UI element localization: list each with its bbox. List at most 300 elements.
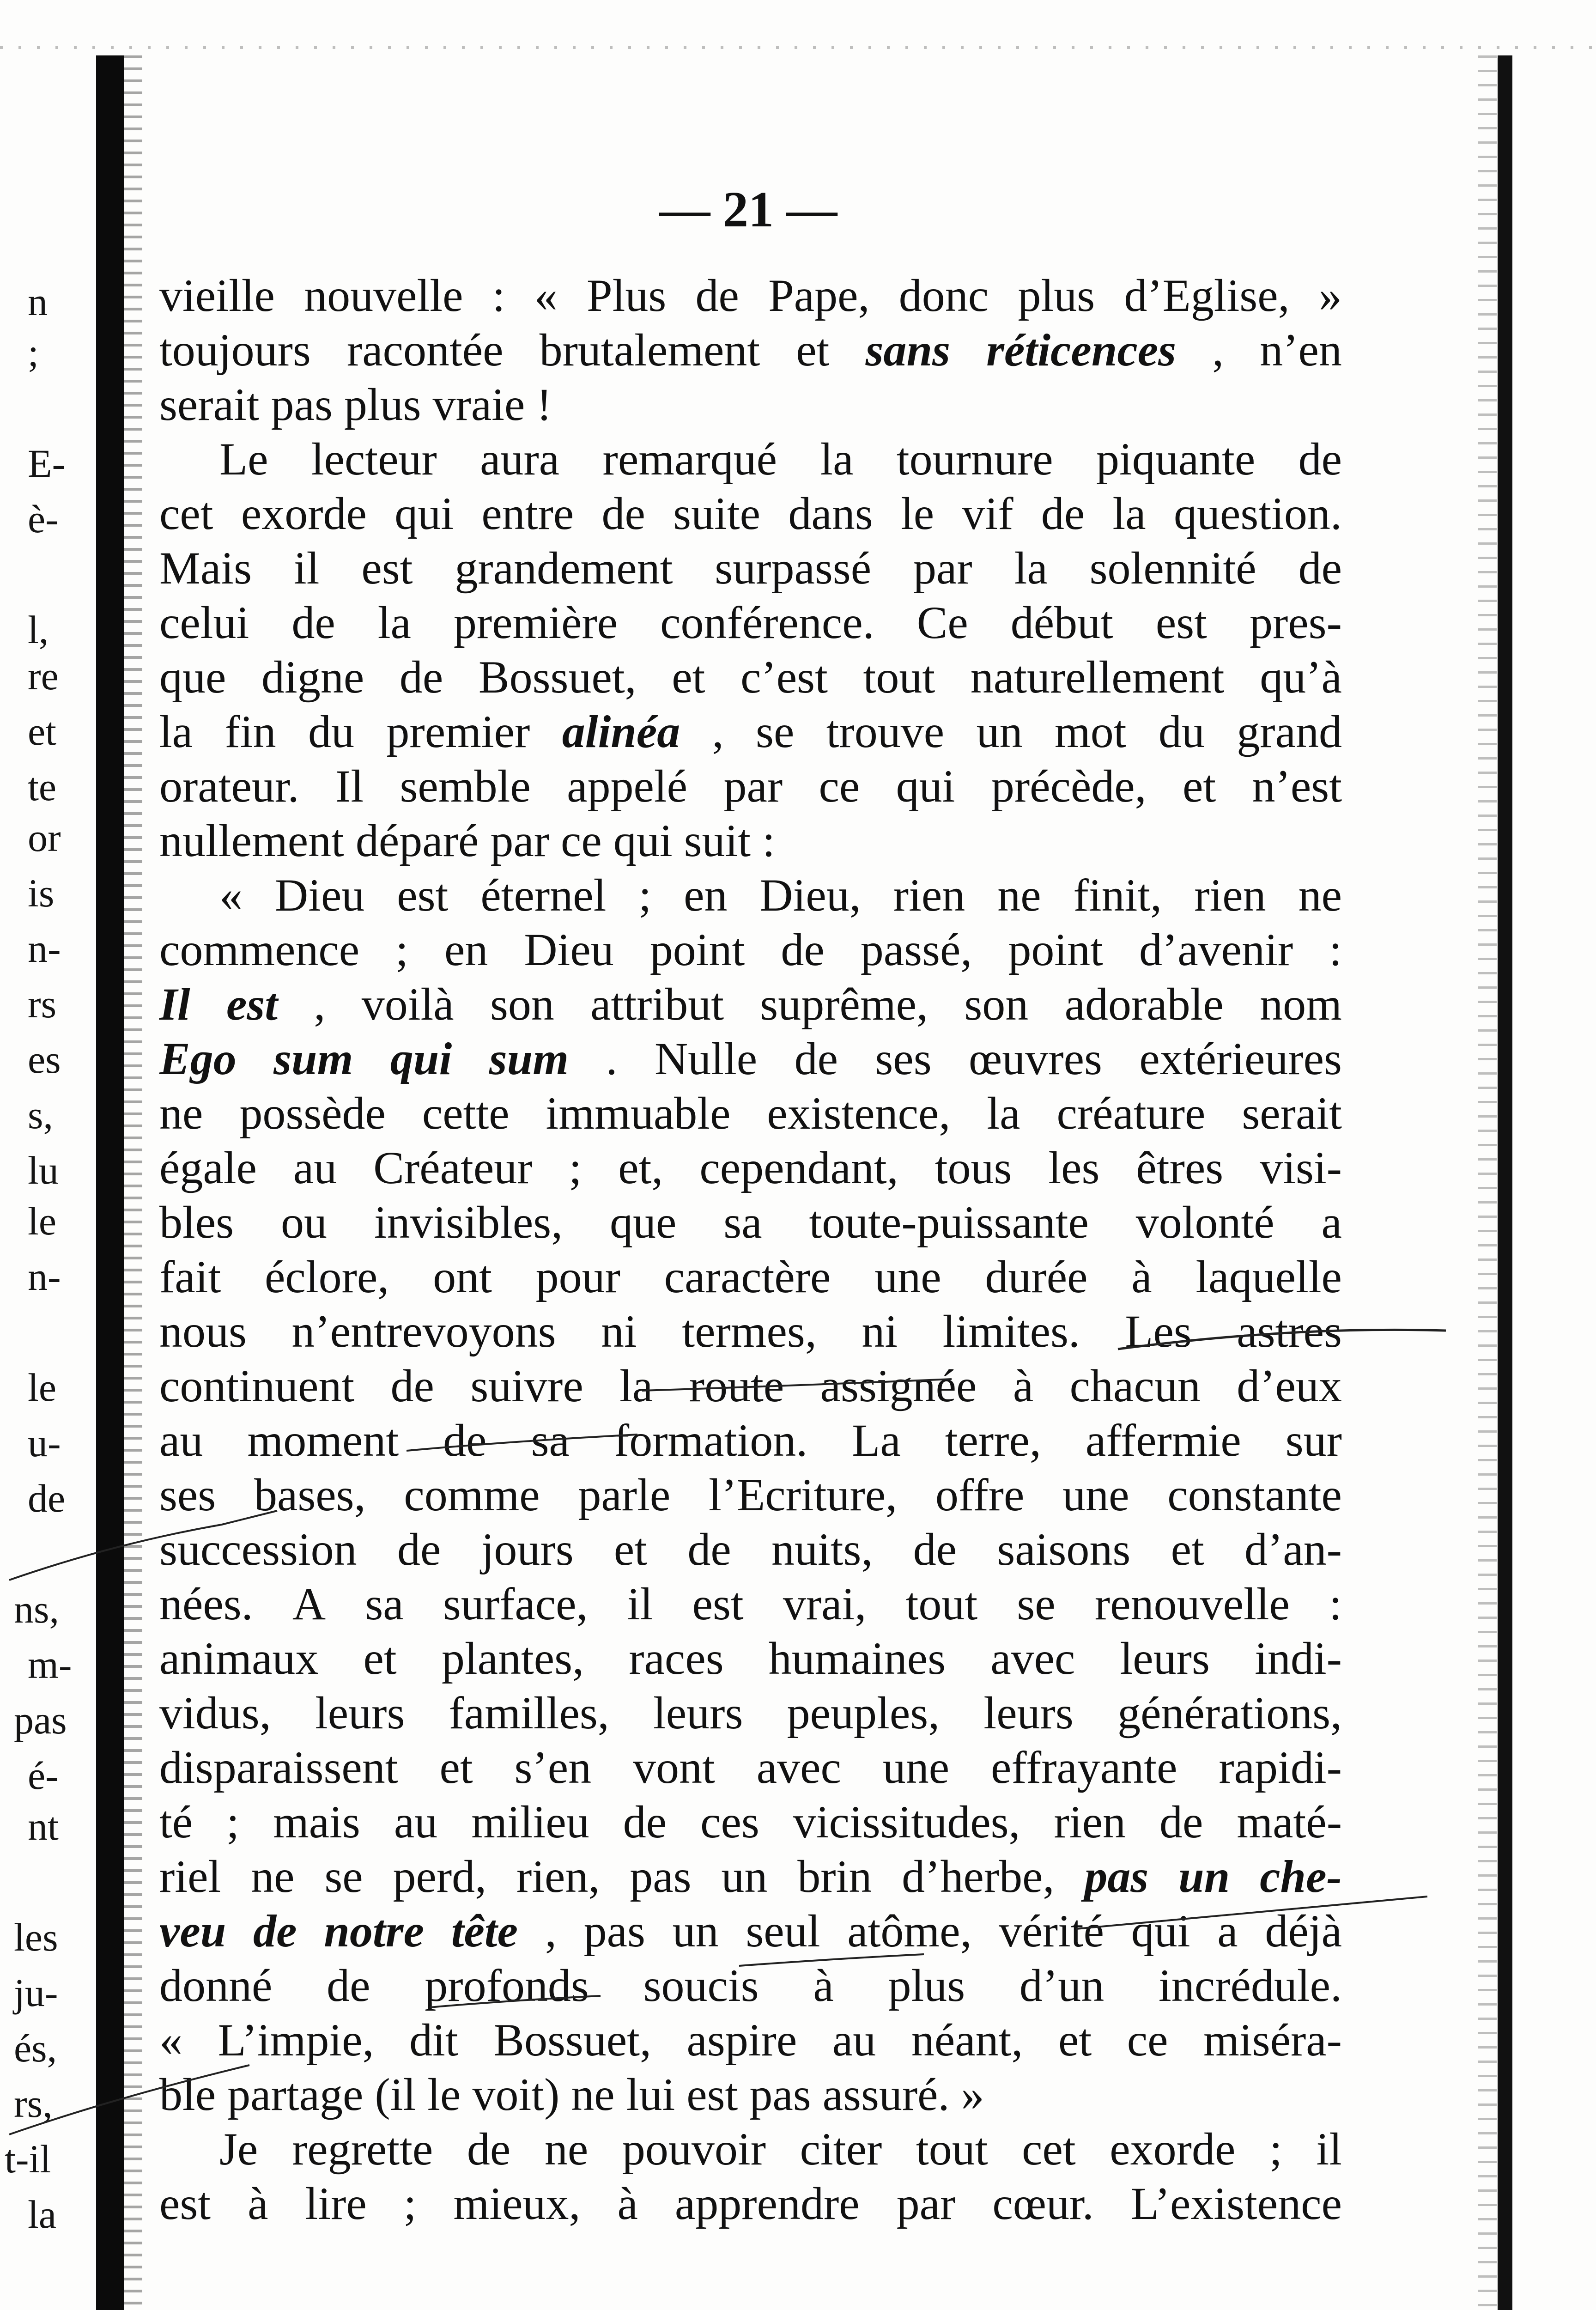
italic-word: de bbox=[253, 1905, 297, 1957]
text-word: té bbox=[159, 1796, 193, 1848]
text-word: fin bbox=[225, 705, 276, 757]
previous-page-fragment: is bbox=[28, 871, 55, 915]
text-word: Il bbox=[335, 760, 364, 812]
text-word: le bbox=[900, 487, 935, 539]
text-word: rien, bbox=[516, 1850, 600, 1902]
italic-word: pas bbox=[1084, 1850, 1149, 1902]
text-word: fait bbox=[159, 1251, 221, 1302]
previous-page-fragment: é- bbox=[28, 1753, 59, 1798]
text-word: toujours bbox=[159, 324, 311, 376]
text-word: ce bbox=[819, 760, 860, 812]
text-line bbox=[159, 1195, 1342, 1249]
text-word: constante bbox=[1167, 1469, 1342, 1520]
text-word: d’an- bbox=[1244, 1523, 1342, 1575]
text-word: indi- bbox=[1255, 1632, 1342, 1684]
text-line-content bbox=[159, 1032, 1342, 1085]
text-line bbox=[159, 1358, 1342, 1413]
text-word: finit, bbox=[1073, 869, 1162, 921]
text-word: de bbox=[781, 924, 825, 975]
text-word: « bbox=[159, 2014, 182, 2066]
text-word: effrayante bbox=[991, 1741, 1177, 1793]
text-word: vif bbox=[962, 487, 1013, 539]
text-line bbox=[159, 1140, 1342, 1195]
text-word: au bbox=[832, 2014, 876, 2066]
text-word: Dieu bbox=[274, 869, 365, 921]
text-word: son bbox=[490, 978, 554, 1030]
previous-page-fragment: és, bbox=[14, 2026, 57, 2070]
text-word: attribut bbox=[590, 978, 724, 1030]
text-word: de bbox=[1041, 487, 1085, 539]
text-word: incrédule. bbox=[1158, 1959, 1342, 2011]
binding-edge-right bbox=[1498, 55, 1512, 2310]
text-word: visi- bbox=[1260, 1142, 1342, 1193]
binding-dust-left bbox=[124, 55, 142, 2310]
text-line bbox=[159, 1958, 1342, 2012]
text-line bbox=[159, 813, 1342, 868]
previous-page-fragment: rs, bbox=[14, 2081, 53, 2126]
previous-page-fragment: t-il bbox=[5, 2137, 51, 2181]
text-line-content: nullement déparé par ce qui suit : bbox=[159, 815, 775, 866]
text-word: par bbox=[913, 542, 972, 594]
text-word: il bbox=[1316, 2123, 1342, 2175]
text-word: pouvoir bbox=[622, 2123, 766, 2175]
previous-page-fragment: le bbox=[28, 1365, 57, 1410]
text-word: rien bbox=[1054, 1796, 1126, 1848]
text-word: d’un bbox=[1019, 1959, 1104, 2011]
text-line bbox=[159, 486, 1342, 541]
text-word: de bbox=[623, 1796, 667, 1848]
previous-page-fragment: et bbox=[28, 709, 57, 754]
previous-page-fragment: n- bbox=[28, 1254, 61, 1299]
text-word: citer bbox=[800, 2123, 882, 2175]
text-word: la bbox=[1014, 542, 1048, 594]
text-word: succession bbox=[159, 1523, 357, 1575]
text-word: profonds bbox=[425, 1959, 589, 2011]
text-word: : bbox=[1329, 924, 1342, 975]
text-word: cette bbox=[422, 1087, 510, 1139]
text-word: voilà bbox=[361, 978, 454, 1030]
text-word: nuits, bbox=[771, 1523, 873, 1575]
text-word: nous bbox=[159, 1305, 247, 1357]
text-word: ni bbox=[862, 1305, 898, 1357]
text-word: ne bbox=[251, 1850, 295, 1902]
text-word: de bbox=[397, 1523, 441, 1575]
text-word: la bbox=[820, 433, 854, 485]
text-word: sa bbox=[723, 1196, 762, 1248]
text-line bbox=[159, 1794, 1342, 1849]
text-line bbox=[159, 268, 1342, 322]
previous-page-fragment: re bbox=[28, 654, 59, 698]
text-word: plantes, bbox=[441, 1632, 584, 1684]
text-word: vont bbox=[633, 1741, 715, 1793]
text-word: et bbox=[1171, 1523, 1204, 1575]
text-word: et bbox=[363, 1632, 397, 1684]
text-word: , bbox=[314, 978, 326, 1030]
text-line bbox=[159, 1849, 1342, 1903]
text-word: rien bbox=[893, 869, 965, 921]
text-word: ; bbox=[395, 924, 408, 975]
text-line bbox=[159, 922, 1342, 977]
binding-shadow-left bbox=[96, 55, 124, 2310]
text-word: La bbox=[852, 1414, 901, 1466]
text-word: A bbox=[292, 1578, 326, 1629]
text-line bbox=[159, 595, 1342, 650]
text-word: et bbox=[439, 1741, 473, 1793]
previous-page-fragment: è- bbox=[28, 497, 59, 541]
text-word: brin bbox=[797, 1850, 872, 1902]
previous-page-fragment: le bbox=[28, 1199, 57, 1243]
text-word: racontée bbox=[346, 324, 504, 376]
text-line bbox=[159, 2067, 1342, 2122]
text-word: que bbox=[610, 1196, 677, 1248]
text-line bbox=[159, 1685, 1342, 1740]
text-word: donc bbox=[898, 269, 989, 321]
text-word: bles bbox=[159, 1196, 234, 1248]
text-word: lire bbox=[305, 2177, 367, 2229]
text-word: et bbox=[1183, 760, 1216, 812]
text-word: nom bbox=[1260, 978, 1342, 1030]
text-word: est bbox=[1155, 596, 1208, 648]
text-line bbox=[159, 1249, 1342, 1304]
text-word: précède, bbox=[991, 760, 1147, 812]
text-word: de bbox=[913, 1523, 957, 1575]
previous-page-fragment: ; bbox=[28, 330, 39, 375]
italic-word: alinéa bbox=[562, 705, 680, 757]
text-word: de bbox=[327, 1959, 370, 2011]
text-word: piquante bbox=[1096, 433, 1256, 485]
previous-page-fragment: l, bbox=[28, 608, 49, 652]
text-word: volonté bbox=[1135, 1196, 1274, 1248]
text-word: , bbox=[712, 705, 724, 757]
previous-page-fragment: u- bbox=[28, 1421, 61, 1465]
text-word: chacun bbox=[1069, 1360, 1201, 1411]
previous-page-fragment: ju- bbox=[14, 1970, 58, 2015]
text-word: suite bbox=[673, 487, 761, 539]
italic-word: che- bbox=[1260, 1850, 1342, 1902]
text-word: la bbox=[1112, 487, 1146, 539]
text-word: donné bbox=[159, 1959, 273, 2011]
text-word: d’herbe, bbox=[902, 1850, 1055, 1902]
text-word: serait bbox=[1242, 1087, 1342, 1139]
text-word: qui bbox=[1131, 1905, 1190, 1957]
text-word: terre, bbox=[945, 1414, 1041, 1466]
text-word: commence bbox=[159, 924, 360, 975]
text-word: miséra- bbox=[1203, 2014, 1342, 2066]
text-word: et, bbox=[618, 1142, 663, 1193]
previous-page-fragment: s, bbox=[28, 1093, 53, 1137]
text-word: une bbox=[1062, 1469, 1129, 1520]
text-word: ; bbox=[403, 2177, 417, 2229]
text-word: Dieu bbox=[524, 924, 614, 975]
italic-word: qui bbox=[390, 1033, 452, 1084]
text-word: ne bbox=[1298, 869, 1342, 921]
text-word: Mais bbox=[159, 542, 252, 594]
text-word: avec bbox=[990, 1632, 1075, 1684]
text-word: « bbox=[219, 869, 243, 921]
text-word: familles, bbox=[449, 1687, 609, 1739]
text-line bbox=[159, 1522, 1342, 1576]
text-word: Bossuet, bbox=[493, 2014, 651, 2066]
text-word: « bbox=[534, 269, 558, 321]
previous-page-fragment: or bbox=[28, 815, 61, 860]
text-word: de bbox=[1298, 542, 1342, 594]
text-line bbox=[159, 2122, 1342, 2176]
binding-dust-right bbox=[1478, 55, 1497, 2310]
text-word: et bbox=[1058, 2014, 1092, 2066]
text-word: continuent bbox=[159, 1360, 355, 1411]
text-word: et bbox=[796, 324, 830, 376]
text-word: à bbox=[1131, 1251, 1152, 1302]
text-word: ; bbox=[1269, 2123, 1282, 2175]
text-word: Ce bbox=[916, 596, 968, 648]
text-word: pour bbox=[535, 1251, 620, 1302]
previous-page-fragment: rs bbox=[28, 982, 57, 1026]
text-word: n’en bbox=[1260, 324, 1342, 376]
text-word: déjà bbox=[1265, 1905, 1342, 1957]
text-line-content bbox=[159, 1904, 1342, 1957]
text-word: , bbox=[545, 1905, 557, 1957]
text-line bbox=[159, 1576, 1342, 1631]
text-word: offre bbox=[935, 1469, 1025, 1520]
text-word: : bbox=[492, 269, 505, 321]
text-line bbox=[159, 1413, 1342, 1467]
text-word: une bbox=[874, 1251, 941, 1302]
text-word: un bbox=[672, 1905, 719, 1957]
text-word: un bbox=[721, 1850, 768, 1902]
text-word: passé, bbox=[860, 924, 972, 975]
previous-page-fragment: n- bbox=[28, 926, 61, 971]
text-word: » bbox=[1318, 269, 1342, 321]
text-line bbox=[159, 868, 1342, 922]
text-word: surpassé bbox=[715, 542, 872, 594]
text-word: égale bbox=[159, 1142, 257, 1193]
text-word: lecteur bbox=[311, 433, 437, 485]
text-word: apprendre bbox=[674, 2177, 860, 2229]
italic-word: sum bbox=[489, 1033, 569, 1084]
previous-page-fragment: pas bbox=[14, 1698, 67, 1742]
text-word: sa bbox=[365, 1578, 404, 1629]
text-line bbox=[159, 1631, 1342, 1685]
text-word: au bbox=[394, 1796, 438, 1848]
text-line bbox=[159, 759, 1342, 813]
text-word: ne bbox=[544, 2123, 589, 2175]
text-word: existence, bbox=[767, 1087, 951, 1139]
text-word: ne bbox=[159, 1087, 203, 1139]
text-word: Les bbox=[1125, 1305, 1192, 1357]
italic-word: sans bbox=[865, 324, 951, 376]
text-word: qui bbox=[896, 760, 955, 812]
text-word: durée bbox=[985, 1251, 1088, 1302]
text-word: à bbox=[617, 2177, 638, 2229]
text-word: nouvelle bbox=[304, 269, 463, 321]
text-word: L’existence bbox=[1130, 2177, 1342, 2229]
text-line bbox=[159, 1740, 1342, 1794]
text-word: ont bbox=[433, 1251, 492, 1302]
text-word: immuable bbox=[546, 1087, 731, 1139]
text-word: point bbox=[649, 924, 745, 975]
text-word: limites. bbox=[942, 1305, 1080, 1357]
text-word: comme bbox=[404, 1469, 540, 1520]
text-word: : bbox=[1329, 1578, 1342, 1629]
text-word: à bbox=[813, 1959, 834, 2011]
text-word: trouve bbox=[826, 705, 945, 757]
text-word: grandement bbox=[455, 542, 673, 594]
text-word: de bbox=[1298, 433, 1342, 485]
text-word: cependant, bbox=[699, 1142, 898, 1193]
text-word: celui bbox=[159, 596, 249, 648]
text-word: laquelle bbox=[1195, 1251, 1342, 1302]
text-word: perd, bbox=[393, 1850, 487, 1902]
text-word: au bbox=[159, 1414, 203, 1466]
text-word: Je bbox=[219, 2123, 258, 2175]
body-text bbox=[159, 268, 1342, 2231]
text-word: de bbox=[1159, 1796, 1203, 1848]
text-word: caractère bbox=[664, 1251, 831, 1302]
text-word: de bbox=[443, 1414, 487, 1466]
text-word: maté- bbox=[1237, 1796, 1342, 1848]
text-line-content bbox=[159, 705, 1342, 758]
text-word: la bbox=[159, 705, 193, 757]
text-word: a bbox=[1321, 1196, 1342, 1248]
text-word: digne bbox=[261, 651, 364, 703]
text-line bbox=[159, 541, 1342, 595]
text-word: éternel bbox=[480, 869, 607, 921]
text-word: il bbox=[627, 1578, 653, 1629]
text-word: ces bbox=[700, 1796, 759, 1848]
text-word: question. bbox=[1173, 487, 1342, 539]
text-word: adorable bbox=[1064, 978, 1224, 1030]
text-word: à bbox=[248, 2177, 268, 2229]
text-word: qu’à bbox=[1260, 651, 1342, 703]
text-word: L’impie, bbox=[218, 2014, 374, 2066]
text-word: cet bbox=[159, 487, 213, 539]
previous-page-fragment: E- bbox=[28, 441, 66, 486]
text-word: astres bbox=[1237, 1305, 1342, 1357]
text-word: la bbox=[987, 1087, 1020, 1139]
text-word: de bbox=[794, 1033, 838, 1084]
text-word: termes, bbox=[682, 1305, 817, 1357]
text-word: ni bbox=[601, 1305, 637, 1357]
text-word: vicissitudes, bbox=[793, 1796, 1020, 1848]
text-word: conférence. bbox=[660, 596, 874, 648]
text-word: dit bbox=[409, 2014, 458, 2066]
text-word: regrette bbox=[291, 2123, 433, 2175]
text-line-content: serait pas plus vraie ! bbox=[159, 378, 552, 430]
text-word: Le bbox=[219, 433, 268, 485]
text-word: Nulle bbox=[654, 1033, 758, 1084]
text-word: cœur. bbox=[992, 2177, 1094, 2229]
text-word: à bbox=[1013, 1360, 1034, 1411]
text-word: une bbox=[882, 1741, 950, 1793]
previous-page-fragment: nt bbox=[28, 1804, 59, 1848]
text-word: semble bbox=[400, 760, 531, 812]
text-word: suivre bbox=[470, 1360, 583, 1411]
text-word: de bbox=[390, 1360, 434, 1411]
text-word: assignée bbox=[820, 1360, 977, 1411]
text-word: c’est bbox=[740, 651, 828, 703]
text-word: est bbox=[361, 542, 413, 594]
text-line-content bbox=[159, 323, 1342, 377]
text-line bbox=[159, 432, 1342, 486]
text-word: toute-puissante bbox=[809, 1196, 1089, 1248]
text-line bbox=[159, 1467, 1342, 1522]
text-word: ; bbox=[226, 1796, 239, 1848]
text-word: son bbox=[964, 978, 1029, 1030]
text-word: il bbox=[293, 542, 320, 594]
text-line bbox=[159, 977, 1342, 1031]
text-word: est bbox=[692, 1578, 744, 1629]
text-word: affermie bbox=[1085, 1414, 1241, 1466]
text-word: et bbox=[613, 1523, 648, 1575]
text-word: grand bbox=[1237, 705, 1342, 757]
text-word: route bbox=[689, 1360, 784, 1411]
text-word: avec bbox=[756, 1741, 841, 1793]
text-word: et bbox=[672, 651, 705, 703]
text-word: peuples, bbox=[787, 1687, 940, 1739]
text-word: vieille bbox=[159, 269, 275, 321]
text-word: aspire bbox=[686, 2014, 797, 2066]
text-word: saisons bbox=[997, 1523, 1131, 1575]
text-word: possède bbox=[239, 1087, 386, 1139]
text-word: de bbox=[601, 487, 645, 539]
text-word: ce bbox=[1127, 2014, 1168, 2066]
previous-page-fragment: m- bbox=[28, 1642, 72, 1687]
previous-page-edge bbox=[0, 0, 92, 2310]
text-line-content bbox=[159, 978, 1342, 1031]
text-word: la bbox=[377, 596, 411, 648]
text-word: tournure bbox=[896, 433, 1053, 485]
text-word: suprême, bbox=[760, 978, 928, 1030]
text-word: renouvelle bbox=[1094, 1578, 1290, 1629]
text-word: formation. bbox=[613, 1414, 808, 1466]
text-word: ; bbox=[638, 869, 652, 921]
text-word: de bbox=[467, 2123, 511, 2175]
text-word: dans bbox=[788, 487, 873, 539]
text-word: races bbox=[629, 1632, 724, 1684]
text-word: d’Eglise, bbox=[1124, 269, 1290, 321]
italic-word: Ego bbox=[159, 1033, 237, 1084]
previous-page-fragment: te bbox=[28, 765, 57, 809]
text-word: riel bbox=[159, 1850, 221, 1902]
text-word: ses bbox=[875, 1033, 932, 1084]
text-word: premier bbox=[386, 705, 530, 757]
italic-word: notre bbox=[324, 1905, 424, 1957]
text-line bbox=[159, 1304, 1342, 1358]
previous-page-fragment: la bbox=[28, 2192, 57, 2237]
previous-page-fragment: es bbox=[28, 1037, 61, 1082]
text-word: plus bbox=[888, 1959, 965, 2011]
italic-word: un bbox=[1178, 1850, 1230, 1902]
text-word: exorde bbox=[1110, 2123, 1236, 2175]
text-word: est bbox=[159, 2177, 211, 2229]
text-word: humaines bbox=[768, 1632, 946, 1684]
text-word: sur bbox=[1285, 1414, 1342, 1466]
previous-page-fragment: n bbox=[28, 280, 48, 324]
text-word: pres- bbox=[1250, 596, 1342, 648]
text-word: extérieures bbox=[1139, 1033, 1342, 1084]
text-word: . bbox=[606, 1033, 618, 1084]
text-word: l’Ecriture, bbox=[709, 1469, 898, 1520]
text-word: d’eux bbox=[1237, 1360, 1342, 1411]
text-word: du bbox=[308, 705, 355, 757]
text-word: se bbox=[324, 1850, 363, 1902]
text-word: mieux, bbox=[453, 2177, 581, 2229]
text-word: appelé bbox=[567, 760, 688, 812]
text-word: de bbox=[695, 269, 739, 321]
text-word: rapidi- bbox=[1219, 1741, 1342, 1793]
text-word: moment bbox=[247, 1414, 399, 1466]
text-word: nées. bbox=[159, 1578, 253, 1629]
